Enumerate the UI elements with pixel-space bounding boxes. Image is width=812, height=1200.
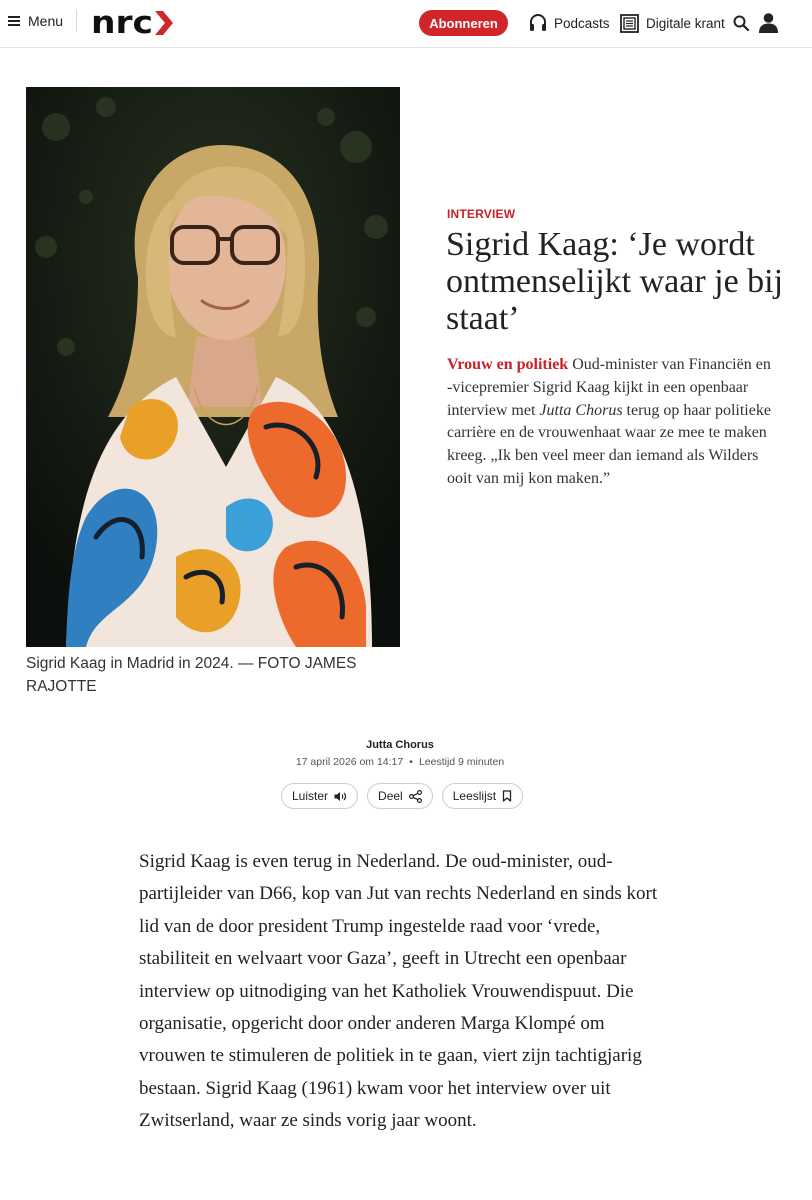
share-label: Deel: [378, 789, 403, 803]
reading-list-button[interactable]: [442, 783, 523, 809]
search-icon[interactable]: [733, 15, 749, 31]
intro-lead[interactable]: Vrouw en politiek: [447, 356, 569, 373]
reading-list-label: Leeslijst: [452, 789, 497, 803]
author-name[interactable]: Jutta Chorus: [366, 739, 434, 751]
listen-label: Luister: [292, 789, 329, 803]
subscribe-button[interactable]: Abonneren: [419, 10, 508, 36]
intro-text-1: Oud-minister van Financiën en -vicepremier Sigrid Kaag kijkt in een openbaar interview met: [447, 356, 771, 419]
top-navigation-bar: [0, 0, 812, 48]
speaker-icon: [334, 791, 347, 802]
portrait-illustration: [26, 87, 400, 647]
article-kicker: INTERVIEW: [447, 207, 516, 221]
logo-chevron: [155, 11, 173, 35]
share-button[interactable]: [367, 783, 433, 809]
newspaper-icon: [620, 14, 639, 33]
publish-date: 17 april 2026 om 14:17: [295, 756, 404, 768]
hero-photo: [26, 87, 400, 647]
intro-text-2: terug op haar politieke carrière en de vrouwenhaat waar ze mee te maken kreeg. „Ik ben veel meer dan iemand als Wilders ooit van mij kon maken.”: [447, 401, 771, 487]
podcasts-link[interactable]: [529, 11, 610, 35]
listen-button[interactable]: [281, 783, 358, 809]
meta-separator: •: [409, 756, 413, 768]
article-headline: Sigrid Kaag: ‘Je wordt ontmenselijkt waar je bij staat’: [446, 226, 784, 337]
user-icon[interactable]: [758, 12, 779, 33]
reading-time: Leestijd 9 minuten: [418, 756, 505, 768]
menu-icon: [8, 16, 20, 26]
digital-paper-link[interactable]: [620, 11, 725, 35]
headphones-icon: [529, 13, 547, 33]
photo-caption: Sigrid Kaag in Madrid in 2024. — FOTO JAMES RAJOTTE: [26, 655, 357, 695]
article-actions: [281, 783, 523, 809]
intro-interviewer: Jutta Chorus: [539, 401, 623, 419]
digital-paper-label: Digitale krant: [646, 15, 725, 31]
share-icon: [409, 790, 422, 803]
nrc-logo[interactable]: [91, 6, 173, 40]
article-body-paragraph: Sigrid Kaag is even terug in Nederland. De oud-minister, oud-partijleider van D66, kop van Jut van rechts Nederland en sinds kort lid van de door president Trump ingestelde raad voor ‘vrede, stabiliteit en welvaart voor Gaza’, geeft in Utrecht een openbaar interview op uitnodiging van het Katholiek Vrouwendispuut. Die organisatie, opgericht door onder anderen Marga Klompé om vrouwen te stimuleren de politiek in te gaan, viert zijn tachtigjarig bestaan. Sigrid Kaag (1961) kwam voor het interview over uit Zwitserland, waar ze sinds vorig jaar woont.: [139, 851, 658, 1132]
article-intro: [447, 354, 777, 491]
logo-text: nrc: [91, 6, 153, 40]
bookmark-icon: [502, 790, 512, 802]
menu-button[interactable]: [8, 11, 63, 31]
header-divider: [76, 10, 77, 32]
menu-label: Menu: [28, 13, 64, 29]
article-meta: [0, 756, 800, 768]
podcasts-label: Podcasts: [554, 15, 610, 31]
